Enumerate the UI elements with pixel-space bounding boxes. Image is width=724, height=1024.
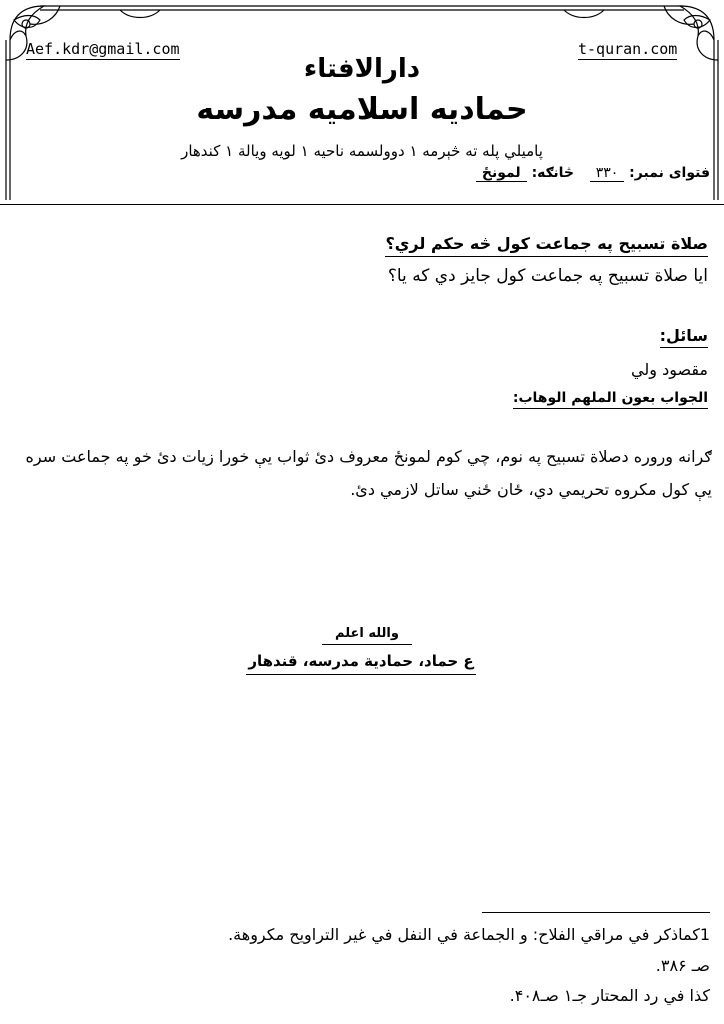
signature-line: ع حماد، حمادية مدرسه، قندهار — [246, 652, 476, 675]
address-line: پاميلي پله ته څېرمه ۱ دوولسمه ناحيه ۱ لويه ويالة ۱ كندهار — [181, 142, 543, 160]
asker-name: مقصود ولي — [631, 360, 708, 379]
footnote-line-3: کذا في رد المحتار جـ۱ صـ۴۰۸. — [509, 986, 710, 1005]
email-address: Aef.kdr@gmail.com — [26, 40, 180, 58]
topic-label: څانګه: — [531, 165, 574, 181]
topic-value: لمونځ — [476, 165, 527, 182]
website-address: t-quran.com — [578, 40, 678, 58]
question-title: صلاة تسبيح په جماعت کول څه حکم لري؟ — [385, 234, 708, 257]
closing-phrase: والله اعلم — [322, 626, 412, 645]
dar-al-ifta-title: دارالافتاء — [303, 54, 421, 84]
topic-field — [476, 165, 574, 182]
asker-label: سائل: — [660, 326, 708, 348]
fatwa-number — [590, 165, 710, 182]
fatwa-number-value: ۳۳۰ — [590, 165, 625, 182]
question-text: ايا صلاة تسبيح په جماعت کول جايز دي که يا؟ — [387, 266, 708, 286]
footnote-divider — [482, 912, 710, 913]
footnote-line-2: صـ ۳۸۶. — [655, 956, 710, 975]
answer-label: الجواب بعون الملهم الوهاب: — [513, 390, 708, 409]
madrasa-title: حمادیه اسلامیه مدرسه — [196, 92, 528, 127]
footnote-line-1: 1کماذکر في مراقي الفلاح: و الجماعة في النفل في غير التراويح مکروهة. — [228, 925, 710, 944]
header-divider — [0, 204, 724, 205]
fatwa-number-label: فتوای نمبر: — [629, 165, 710, 181]
answer-text: ګرانه وروره دصلاة تسبيح په نوم، چي کوم لمونځ معروف دئ ثواب يې خورا زيات دئ خو په جماعت سره يې کول مکروه تحريمي دي، ځان ځني ساتل لازمي دئ. — [25, 447, 712, 499]
